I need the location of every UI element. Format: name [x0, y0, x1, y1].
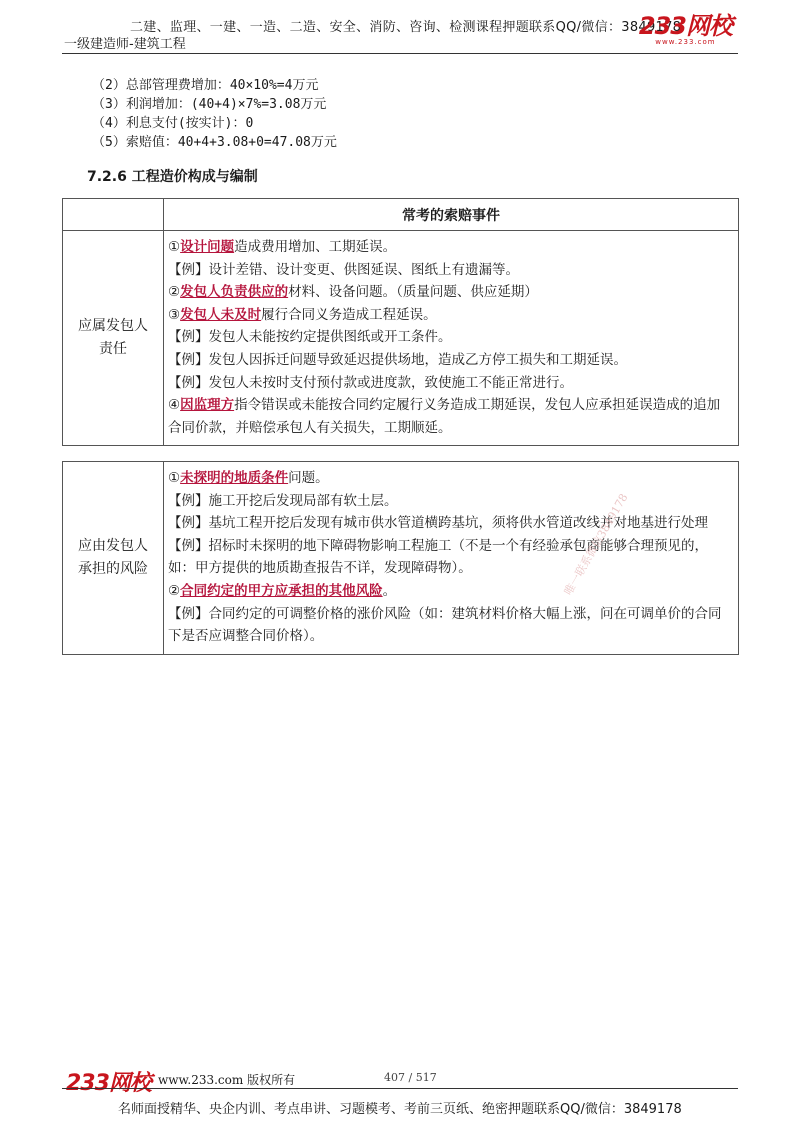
section-title: 7.2.6 工程造价构成与编制 — [87, 169, 258, 185]
item-text: 材料、设备问题。（质量问题、供应延期） — [288, 284, 538, 301]
content-line — [168, 372, 732, 395]
highlighted-term: 因监理方 — [180, 397, 235, 414]
brand-logo-text: 233网校 — [638, 12, 732, 40]
item-number: ④ — [168, 397, 181, 414]
item-number: ② — [168, 582, 181, 599]
content-line — [168, 535, 732, 580]
row-label — [63, 462, 164, 655]
item-text: 履行合同义务造成工程延误。 — [261, 306, 437, 323]
highlighted-term: 发包人未及时 — [180, 306, 262, 323]
item-text: 【例】发包人未能按约定提供图纸或开工条件。 — [168, 329, 452, 346]
page-number: 407 / 517 — [384, 1071, 437, 1084]
footer-contact-line: 名师面授精华、央企内训、考点串讲、习题模考、考前三页纸、绝密押题联系QQ/微信：3849178 — [118, 1102, 682, 1117]
watermark: 唯一联系微信3849178 — [561, 491, 631, 598]
highlighted-term: 未探明的地质条件 — [180, 470, 289, 486]
claim-events-table — [62, 198, 739, 446]
table-header-row — [63, 199, 739, 231]
header-contact-line: 二建、监理、一建、一造、二造、安全、消防、咨询、检测课程押题联系QQ/微信：3849178 — [130, 20, 682, 35]
brand-logo-url: www.233.com — [655, 38, 716, 46]
row-content — [164, 462, 739, 655]
header-divider — [62, 53, 738, 54]
item-number: ③ — [168, 306, 181, 323]
calculation-steps — [92, 76, 337, 152]
item-number: ① — [168, 239, 181, 255]
item-text: 造成费用增加、工期延误。 — [234, 239, 397, 255]
content-line — [168, 490, 732, 513]
step-line: （5）索赔值：40+4+3.08+0=47.08万元 — [92, 135, 337, 150]
step-line: （4）利息支付(按实计)：0 — [92, 116, 254, 131]
table-header-blank — [63, 199, 164, 231]
item-text: 【例】合同约定的可调整价格的涨价风险（如：建筑材料价格大幅上涨，问在可调单价的合同下是否应调整合同价格）。 — [168, 605, 722, 645]
content-line — [168, 236, 732, 259]
row-label-line: 应属发包人 — [78, 318, 148, 335]
item-text: 【例】发包人因拆迁问题导致延迟提供场地，造成乙方停工损失和工期延误。 — [168, 351, 627, 368]
item-number: ② — [168, 284, 181, 301]
document-subtitle: 一级建造师-建筑工程 — [64, 37, 186, 52]
content-line — [168, 304, 732, 327]
item-text: 问题。 — [288, 470, 329, 486]
content-line — [168, 394, 732, 439]
item-text: 【例】基坑工程开挖后发现有城市供水管道横跨基坑，须将供水管道改线并对地基进行处理 — [168, 515, 708, 532]
row-label-line: 责任 — [99, 341, 127, 358]
row-label-line: 承担的风险 — [78, 560, 148, 577]
footer-logo: 233网校 — [66, 1071, 151, 1096]
content-line — [168, 259, 732, 282]
step-line: （3）利润增加：(40+4)×7%=3.08万元 — [92, 97, 327, 112]
highlighted-term: 发包人负责供应的 — [180, 284, 289, 301]
item-text: 【例】设计差错、设计变更、供图延误、图纸上有遗漏等。 — [168, 261, 519, 278]
risk-table — [62, 461, 739, 655]
row-label-line: 应由发包人 — [78, 537, 148, 554]
footer-copyright: www.233.com 版权所有 — [158, 1073, 296, 1087]
item-text: 。 — [382, 582, 397, 599]
table-header-title: 常考的索赔事件 — [164, 199, 739, 231]
content-line — [168, 512, 732, 535]
footer-divider — [62, 1088, 738, 1089]
step-line: （2）总部管理费增加：40×10%=4万元 — [92, 78, 319, 93]
content-line — [168, 580, 732, 603]
content-line — [168, 467, 732, 490]
brand-logo — [639, 14, 732, 46]
row-content — [164, 231, 739, 446]
item-text: 【例】施工开挖后发现局部有软土层。 — [168, 492, 398, 509]
content-line — [168, 326, 732, 349]
content-line — [168, 281, 732, 304]
row-label — [63, 231, 164, 446]
content-line — [168, 349, 732, 372]
table-row — [63, 462, 739, 655]
item-text: 指令错误或未能按合同约定履行义务造成工期延误，发包人应承担延误造成的追加合同价款，并赔偿承包人有关损失，工期顺延。 — [168, 397, 721, 436]
highlighted-term: 合同约定的甲方应承担的其他风险 — [180, 582, 383, 599]
table-row — [63, 231, 739, 446]
item-text: 【例】招标时未探明的地下障碍物影响工程施工（不是一个有经验承包商能够合理预见的，如：甲方提供的地质勘查报告不详，发现障碍物）。 — [168, 537, 708, 577]
highlighted-term: 设计问题 — [180, 239, 235, 255]
content-line — [168, 603, 732, 648]
item-text: 【例】发包人未按时支付预付款或进度款，致使施工不能正常进行。 — [168, 374, 573, 391]
item-number: ① — [168, 470, 181, 486]
